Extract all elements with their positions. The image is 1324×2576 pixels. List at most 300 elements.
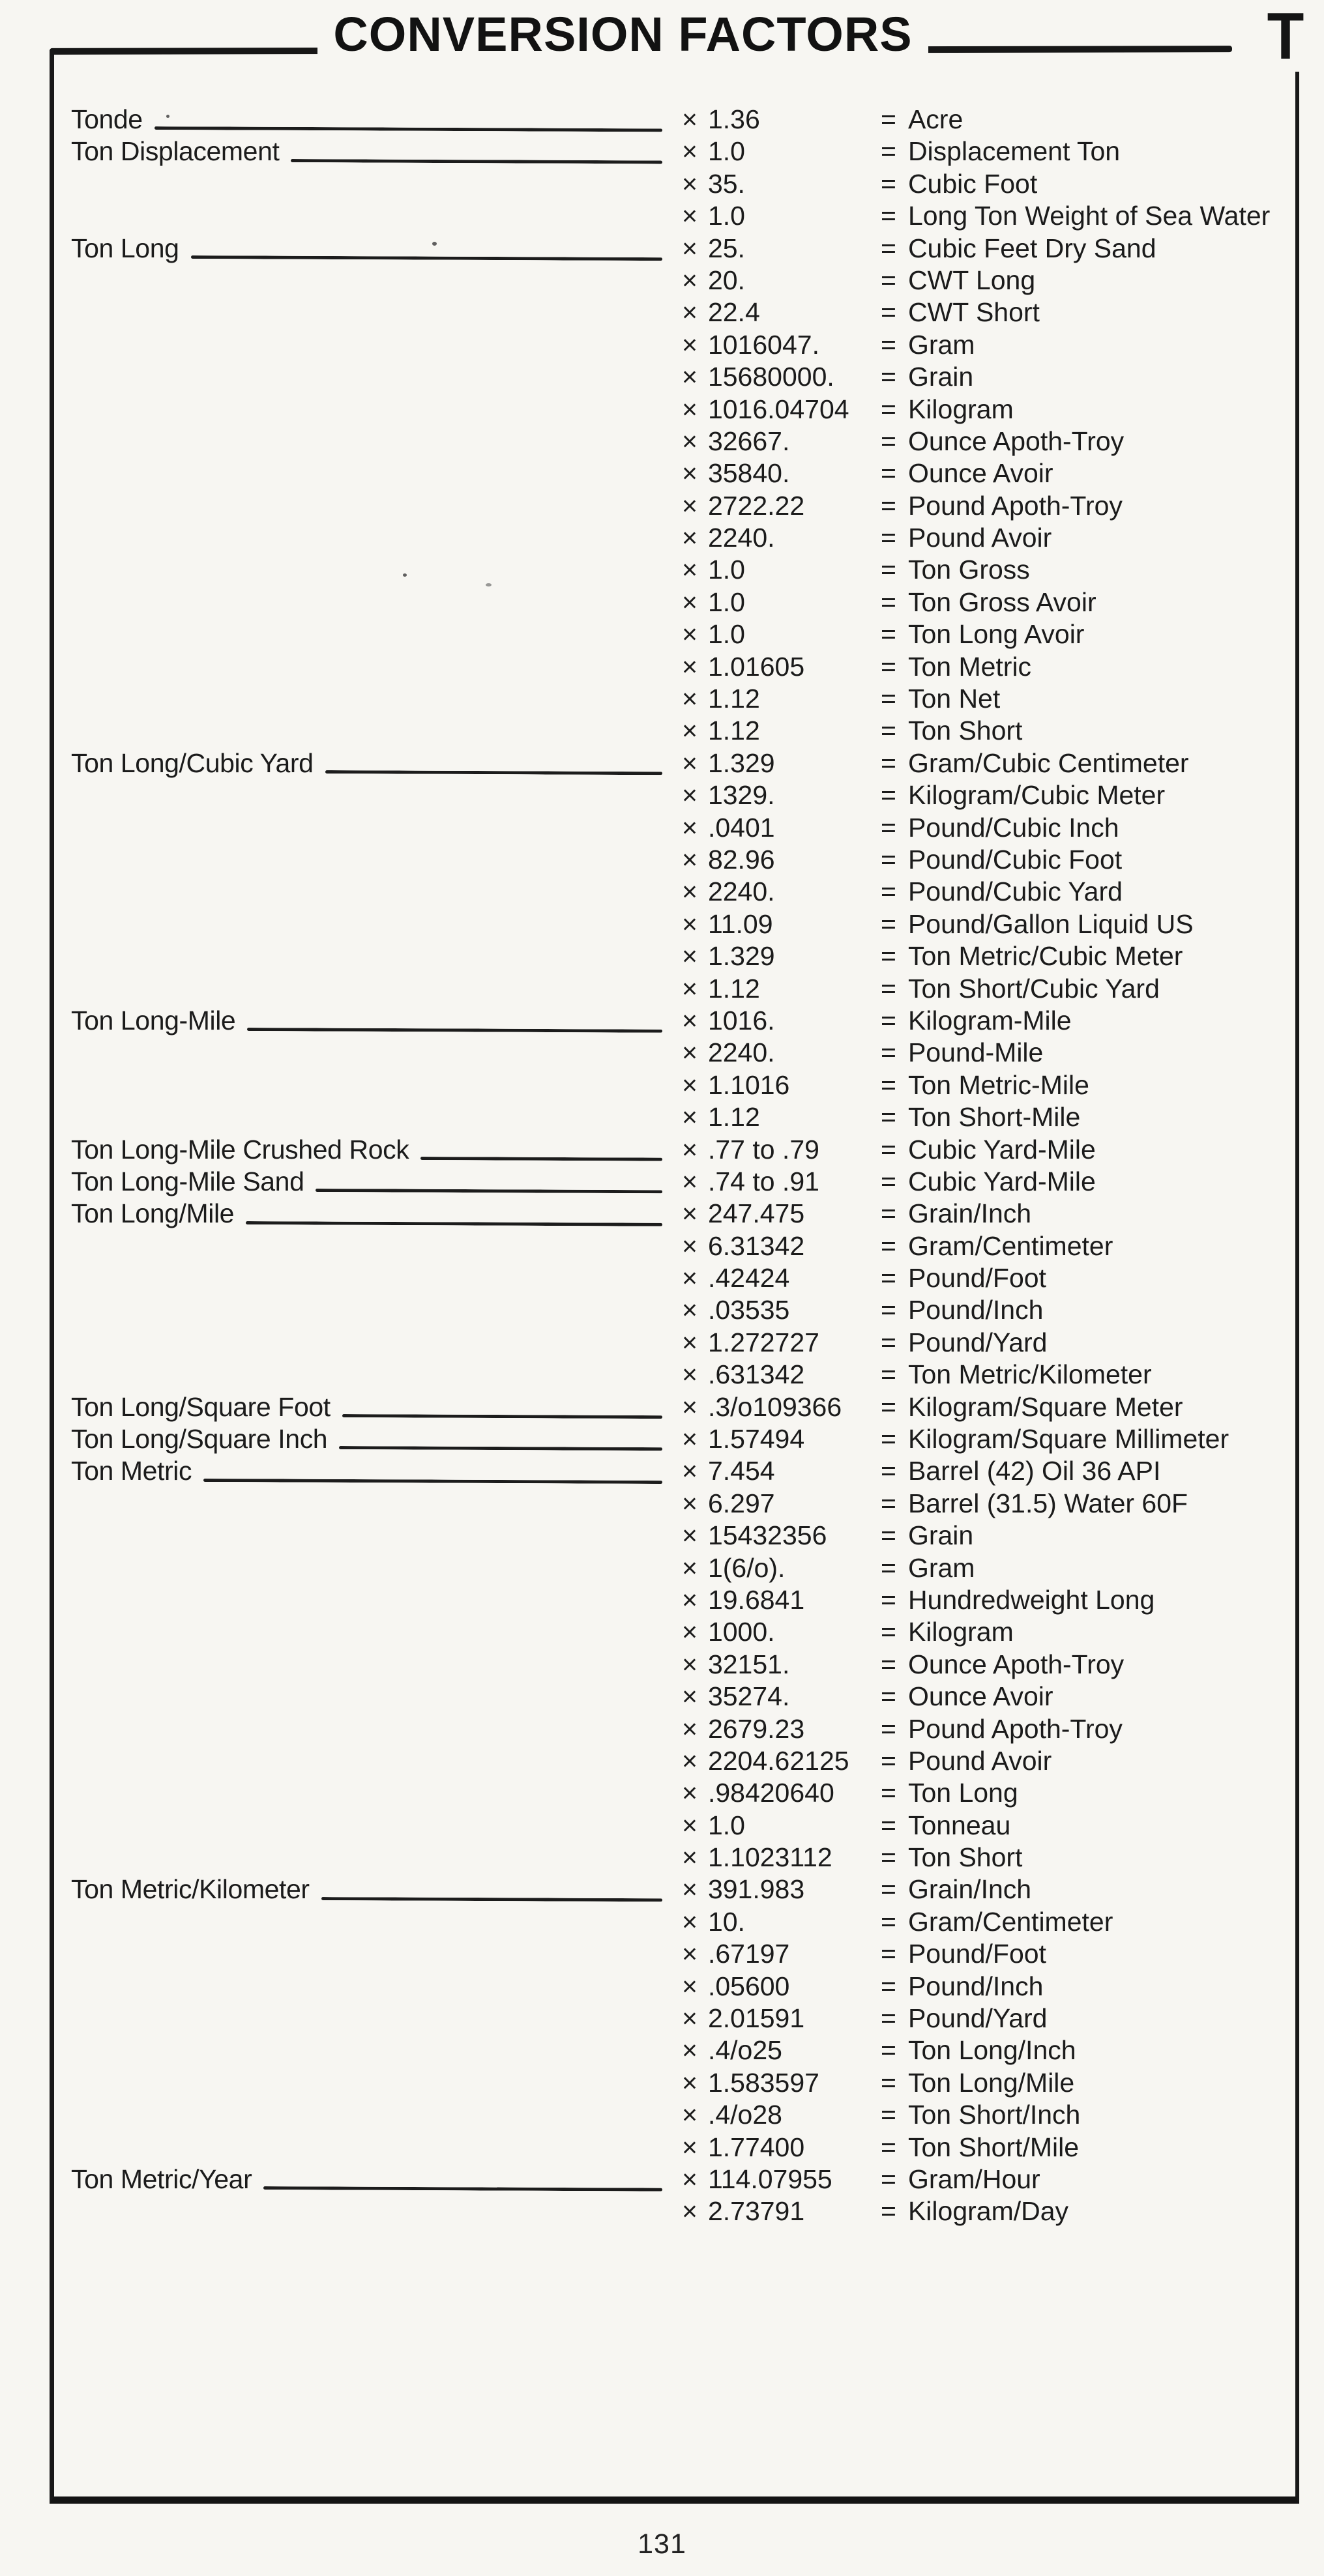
equals-symbol: =	[881, 1230, 896, 1261]
factor-cell	[682, 1681, 881, 1713]
page-title: CONVERSION FACTORS	[317, 7, 928, 63]
equals-symbol: =	[881, 651, 896, 682]
conversion-row	[54, 1616, 1295, 1648]
equals-symbol: =	[881, 1842, 896, 1873]
result-cell	[881, 618, 1295, 650]
equals-symbol: =	[881, 1037, 896, 1068]
result-value: Gram	[907, 329, 975, 360]
result-cell	[881, 1713, 1295, 1745]
result-value: Barrel (42) Oil 36 API	[907, 1456, 1161, 1486]
multiply-symbol: ×	[682, 426, 698, 456]
result-value: Grain	[907, 362, 974, 392]
conversion-row	[54, 973, 1295, 1005]
row-label-area	[71, 1005, 682, 1037]
equals-symbol: =	[881, 1488, 896, 1518]
factor-cell	[682, 361, 881, 393]
multiply-symbol: ×	[682, 586, 698, 617]
unit-label: Ton Long/Mile	[71, 1198, 235, 1229]
factor-cell	[682, 2195, 881, 2227]
equals-symbol: =	[881, 684, 896, 714]
conversion-row	[54, 812, 1295, 844]
multiply-symbol: ×	[682, 1327, 698, 1357]
result-value: Ton Long	[907, 1778, 1018, 1808]
result-cell	[881, 1971, 1295, 2003]
result-cell	[881, 651, 1295, 683]
factor-cell	[682, 490, 881, 522]
result-value: Kilogram/Day	[907, 2196, 1069, 2227]
multiply-symbol: ×	[682, 1713, 698, 1744]
result-value: Pound/Inch	[907, 1295, 1044, 1325]
factor-cell	[682, 1552, 881, 1584]
factor-value: 1.329	[707, 941, 775, 972]
conversion-row	[54, 876, 1295, 908]
result-cell	[881, 200, 1295, 232]
factor-value: 1016.04704	[707, 394, 849, 424]
unit-label: Ton Long	[71, 233, 179, 263]
conversion-row	[54, 1810, 1295, 1842]
equals-symbol: =	[881, 426, 896, 456]
conversion-row	[54, 554, 1295, 586]
factor-cell	[682, 1906, 881, 1938]
conversion-row	[54, 2132, 1295, 2164]
equals-symbol: =	[881, 233, 896, 263]
factor-cell	[682, 522, 881, 554]
factor-value: 2204.62125	[707, 1745, 849, 1776]
unit-label: Tonde	[71, 104, 143, 134]
conversion-row	[54, 1037, 1295, 1069]
factor-value: 1.1023112	[707, 1842, 832, 1873]
unit-label: Ton Metric/Kilometer	[71, 1874, 310, 1905]
factor-cell	[682, 779, 881, 811]
multiply-symbol: ×	[682, 941, 698, 972]
factor-value: .631342	[707, 1359, 805, 1390]
factor-cell	[682, 747, 881, 779]
result-cell	[881, 1874, 1295, 1905]
conversion-row	[54, 1005, 1295, 1037]
factor-value: 1.329	[707, 747, 775, 778]
factor-cell	[682, 1745, 881, 1777]
result-value: Pound/Cubic Yard	[907, 876, 1123, 907]
factor-cell	[682, 1584, 881, 1616]
leader-line	[339, 1446, 662, 1451]
result-cell	[881, 1327, 1295, 1359]
factor-value: 2722.22	[707, 490, 805, 521]
factor-cell	[682, 329, 881, 361]
factor-value: .05600	[707, 1971, 790, 2001]
factor-cell	[682, 1713, 881, 1745]
result-cell	[881, 1488, 1295, 1520]
equals-symbol: =	[881, 1681, 896, 1712]
result-cell	[881, 426, 1295, 457]
multiply-symbol: ×	[682, 2035, 698, 2066]
result-value: Ton Gross	[907, 555, 1030, 585]
multiply-symbol: ×	[682, 844, 698, 875]
result-value: Ounce Apoth-Troy	[907, 426, 1125, 456]
factor-value: 1.01605	[707, 651, 805, 682]
result-value: Kilogram	[907, 394, 1014, 424]
result-value: Pound/Cubic Foot	[907, 844, 1123, 875]
factor-cell	[682, 2067, 881, 2099]
conversion-row	[54, 329, 1295, 361]
conversion-row	[54, 2164, 1295, 2195]
result-cell	[881, 2003, 1295, 2034]
multiply-symbol: ×	[682, 651, 698, 682]
page-header	[0, 7, 1246, 63]
factor-value: 114.07955	[707, 2164, 832, 2194]
conversion-row	[54, 683, 1295, 715]
result-cell	[881, 1262, 1295, 1294]
factor-value: .4/o28	[707, 2100, 782, 2130]
leader-line	[321, 1897, 662, 1902]
multiply-symbol: ×	[682, 1198, 698, 1229]
result-cell	[881, 2099, 1295, 2131]
multiply-symbol: ×	[682, 1617, 698, 1647]
result-value: Cubic Foot	[907, 168, 1038, 199]
result-value: Pound-Mile	[907, 1037, 1044, 1068]
equals-symbol: =	[881, 619, 896, 650]
result-value: Ton Long/Mile	[907, 2067, 1075, 2098]
equals-symbol: =	[881, 1166, 896, 1196]
factor-cell	[682, 1777, 881, 1809]
factor-cell	[682, 1327, 881, 1359]
factor-value: 2240.	[707, 1037, 775, 1068]
result-value: Ounce Apoth-Troy	[907, 1649, 1125, 1679]
factor-value: 1.0	[707, 619, 745, 650]
conversion-row	[54, 940, 1295, 972]
multiply-symbol: ×	[682, 1778, 698, 1808]
conversion-row	[54, 1423, 1295, 1455]
result-value: Gram/Cubic Centimeter	[907, 747, 1189, 778]
multiply-symbol: ×	[682, 233, 698, 263]
multiply-symbol: ×	[682, 619, 698, 650]
equals-symbol: =	[881, 136, 896, 167]
factor-value: 1016.	[707, 1005, 775, 1035]
conversion-row	[54, 1230, 1295, 1262]
result-value: Ton Metric-Mile	[907, 1069, 1089, 1100]
result-cell	[881, 747, 1295, 779]
factor-cell	[682, 940, 881, 972]
factor-cell	[682, 586, 881, 618]
leader-line	[420, 1157, 662, 1161]
multiply-symbol: ×	[682, 2196, 698, 2227]
multiply-symbol: ×	[682, 684, 698, 714]
multiply-symbol: ×	[682, 1295, 698, 1325]
result-value: Kilogram-Mile	[907, 1005, 1072, 1035]
conversion-row	[54, 586, 1295, 618]
factor-value: 6.31342	[707, 1230, 805, 1261]
result-value: Hundredweight Long	[907, 1584, 1155, 1615]
conversion-row	[54, 136, 1295, 167]
factor-value: 82.96	[707, 844, 775, 875]
conversion-row	[54, 1294, 1295, 1326]
multiply-symbol: ×	[682, 458, 698, 489]
conversion-row	[54, 1198, 1295, 1230]
conversion-row	[54, 844, 1295, 876]
factor-value: .3/o109366	[707, 1391, 842, 1422]
factor-value: .03535	[707, 1295, 790, 1325]
factor-cell	[682, 651, 881, 683]
result-value: Pound Avoir	[907, 523, 1052, 553]
equals-symbol: =	[881, 1810, 896, 1840]
factor-value: 1.77400	[707, 2132, 805, 2162]
conversion-row	[54, 1488, 1295, 1520]
equals-symbol: =	[881, 1584, 896, 1615]
multiply-symbol: ×	[682, 2003, 698, 2034]
result-cell	[881, 104, 1295, 136]
equals-symbol: =	[881, 876, 896, 907]
factor-value: .77 to .79	[707, 1134, 819, 1165]
conversion-row	[54, 426, 1295, 457]
equals-symbol: =	[881, 362, 896, 392]
section-tab-letter: T	[1252, 5, 1319, 72]
factor-cell	[682, 1005, 881, 1037]
factor-value: 1.0	[707, 201, 745, 231]
conversion-row	[54, 779, 1295, 811]
equals-symbol: =	[881, 716, 896, 746]
conversion-row	[54, 715, 1295, 747]
factor-value: 22.4	[707, 297, 760, 328]
conversion-row	[54, 1134, 1295, 1166]
row-label-area	[71, 1423, 682, 1455]
result-cell	[881, 1166, 1295, 1198]
result-cell	[881, 457, 1295, 489]
multiply-symbol: ×	[682, 2067, 698, 2098]
equals-symbol: =	[881, 201, 896, 231]
factor-value: 35840.	[707, 458, 790, 489]
equals-symbol: =	[881, 1424, 896, 1454]
multiply-symbol: ×	[682, 1488, 698, 1518]
conversion-row	[54, 1552, 1295, 1584]
result-cell	[881, 1842, 1295, 1874]
factor-value: 35.	[707, 168, 745, 199]
result-value: Pound/Foot	[907, 1939, 1046, 1969]
equals-symbol: =	[881, 1520, 896, 1551]
leader-line	[291, 159, 662, 164]
multiply-symbol: ×	[682, 716, 698, 746]
result-cell	[881, 1198, 1295, 1230]
result-value: Grain/Inch	[907, 1198, 1032, 1229]
conversion-row	[54, 104, 1295, 136]
factor-cell	[682, 426, 881, 457]
conversion-row	[54, 1842, 1295, 1874]
result-value: Ton Short/Cubic Yard	[907, 973, 1160, 1004]
result-value: Ton Short	[907, 716, 1023, 746]
result-value: Displacement Ton	[907, 136, 1121, 167]
multiply-symbol: ×	[682, 876, 698, 907]
factor-cell	[682, 1874, 881, 1905]
factor-cell	[682, 1616, 881, 1648]
equals-symbol: =	[881, 2003, 896, 2034]
result-cell	[881, 1101, 1295, 1133]
factor-cell	[682, 104, 881, 136]
result-cell	[881, 265, 1295, 297]
multiply-symbol: ×	[682, 1230, 698, 1261]
result-cell	[881, 1005, 1295, 1037]
factor-cell	[682, 1842, 881, 1874]
result-cell	[881, 554, 1295, 586]
equals-symbol: =	[881, 2132, 896, 2162]
factor-value: 1.57494	[707, 1424, 805, 1454]
unit-label: Ton Long-Mile Crushed Rock	[71, 1134, 409, 1165]
equals-symbol: =	[881, 1391, 896, 1422]
multiply-symbol: ×	[682, 2164, 698, 2194]
factor-value: 1.0	[707, 586, 745, 617]
conversion-row	[54, 457, 1295, 489]
result-value: Ounce Avoir	[907, 1681, 1053, 1712]
row-label-area	[71, 1455, 682, 1487]
result-cell	[881, 812, 1295, 844]
multiply-symbol: ×	[682, 1810, 698, 1840]
result-cell	[881, 1810, 1295, 1842]
result-value: Gram/Centimeter	[907, 1230, 1113, 1261]
result-cell	[881, 940, 1295, 972]
conversion-row	[54, 2067, 1295, 2099]
multiply-symbol: ×	[682, 1166, 698, 1196]
leader-line	[191, 255, 662, 261]
conversion-row	[54, 1520, 1295, 1552]
conversion-row	[54, 2003, 1295, 2034]
result-value: Ton Short-Mile	[907, 1102, 1081, 1133]
equals-symbol: =	[881, 2100, 896, 2130]
equals-symbol: =	[881, 812, 896, 843]
conversion-row	[54, 233, 1295, 265]
equals-symbol: =	[881, 168, 896, 199]
result-value: Ton Metric/Cubic Meter	[907, 941, 1183, 972]
result-value: Ton Short	[907, 1842, 1023, 1873]
result-cell	[881, 1294, 1295, 1326]
multiply-symbol: ×	[682, 1037, 698, 1068]
result-value: Grain	[907, 1520, 974, 1551]
equals-symbol: =	[881, 458, 896, 489]
result-cell	[881, 715, 1295, 747]
factor-cell	[682, 844, 881, 876]
factor-cell	[682, 1488, 881, 1520]
factor-value: 6.297	[707, 1488, 775, 1518]
equals-symbol: =	[881, 586, 896, 617]
factor-cell	[682, 233, 881, 265]
factor-value: 2240.	[707, 876, 775, 907]
factor-cell	[682, 297, 881, 328]
result-value: Tonneau	[907, 1810, 1011, 1840]
result-cell	[881, 586, 1295, 618]
multiply-symbol: ×	[682, 168, 698, 199]
equals-symbol: =	[881, 329, 896, 360]
unit-label: Ton Metric/Year	[71, 2164, 252, 2194]
result-value: Grain/Inch	[907, 1874, 1032, 1905]
factor-value: 1.1016	[707, 1069, 790, 1100]
factor-value: 1.0	[707, 136, 745, 167]
equals-symbol: =	[881, 2035, 896, 2066]
conversion-row	[54, 200, 1295, 232]
result-cell	[881, 1552, 1295, 1584]
leader-line	[263, 2186, 662, 2192]
multiply-symbol: ×	[682, 1134, 698, 1165]
leader-line	[325, 770, 662, 775]
factor-value: 1329.	[707, 780, 775, 811]
result-cell	[881, 1616, 1295, 1648]
result-value: Pound/Cubic Inch	[907, 812, 1119, 843]
multiply-symbol: ×	[682, 362, 698, 392]
conversion-row	[54, 1713, 1295, 1745]
result-cell	[881, 973, 1295, 1005]
factor-cell	[682, 1101, 881, 1133]
factor-value: 2.01591	[707, 2003, 805, 2034]
conversion-row	[54, 1906, 1295, 1938]
leader-line	[247, 1028, 662, 1033]
result-cell	[881, 1037, 1295, 1069]
factor-value: 15680000.	[707, 362, 834, 392]
multiply-symbol: ×	[682, 1520, 698, 1551]
factor-value: .98420640	[707, 1778, 834, 1808]
conversion-rows	[54, 104, 1295, 2228]
factor-value: 247.475	[707, 1198, 805, 1229]
scan-speck	[403, 573, 407, 577]
page-number: 131	[638, 2528, 686, 2560]
equals-symbol: =	[881, 1134, 896, 1165]
result-value: Ton Metric	[907, 651, 1032, 682]
equals-symbol: =	[881, 265, 896, 295]
multiply-symbol: ×	[682, 1745, 698, 1776]
result-value: Kilogram	[907, 1617, 1014, 1647]
equals-symbol: =	[881, 2196, 896, 2227]
factor-cell	[682, 1810, 881, 1842]
result-cell	[881, 1938, 1295, 1970]
leader-line	[154, 126, 662, 132]
equals-symbol: =	[881, 1713, 896, 1744]
conversion-row	[54, 618, 1295, 650]
equals-symbol: =	[881, 1649, 896, 1679]
equals-symbol: =	[881, 490, 896, 521]
multiply-symbol: ×	[682, 1874, 698, 1905]
factor-cell	[682, 1455, 881, 1487]
factor-cell	[682, 1359, 881, 1391]
conversion-row	[54, 2099, 1295, 2131]
result-cell	[881, 2067, 1295, 2099]
multiply-symbol: ×	[682, 1424, 698, 1454]
multiply-symbol: ×	[682, 1456, 698, 1486]
factor-cell	[682, 136, 881, 167]
conversion-row	[54, 2034, 1295, 2066]
result-value: Barrel (31.5) Water 60F	[907, 1488, 1188, 1518]
unit-label: Ton Metric	[71, 1456, 192, 1486]
unit-label: Ton Long/Square Inch	[71, 1424, 328, 1454]
result-cell	[881, 1455, 1295, 1487]
factor-value: 10.	[707, 1906, 745, 1937]
factor-value: 1.12	[707, 973, 760, 1004]
leader-line	[203, 1479, 662, 1484]
factor-cell	[682, 1069, 881, 1101]
factor-cell	[682, 618, 881, 650]
factor-value: .4/o25	[707, 2035, 782, 2066]
factor-cell	[682, 812, 881, 844]
conversion-row	[54, 490, 1295, 522]
factor-value: .0401	[707, 812, 775, 843]
row-label-area	[71, 1874, 682, 1905]
equals-symbol: =	[881, 2164, 896, 2194]
result-cell	[881, 1359, 1295, 1391]
equals-symbol: =	[881, 1327, 896, 1357]
result-cell	[881, 490, 1295, 522]
result-cell	[881, 361, 1295, 393]
result-value: Kilogram/Cubic Meter	[907, 780, 1166, 811]
result-cell	[881, 2132, 1295, 2164]
multiply-symbol: ×	[682, 1359, 698, 1390]
result-cell	[881, 136, 1295, 167]
multiply-symbol: ×	[682, 2100, 698, 2130]
multiply-symbol: ×	[682, 1584, 698, 1615]
multiply-symbol: ×	[682, 812, 698, 843]
unit-label: Ton Long-Mile	[71, 1005, 236, 1035]
